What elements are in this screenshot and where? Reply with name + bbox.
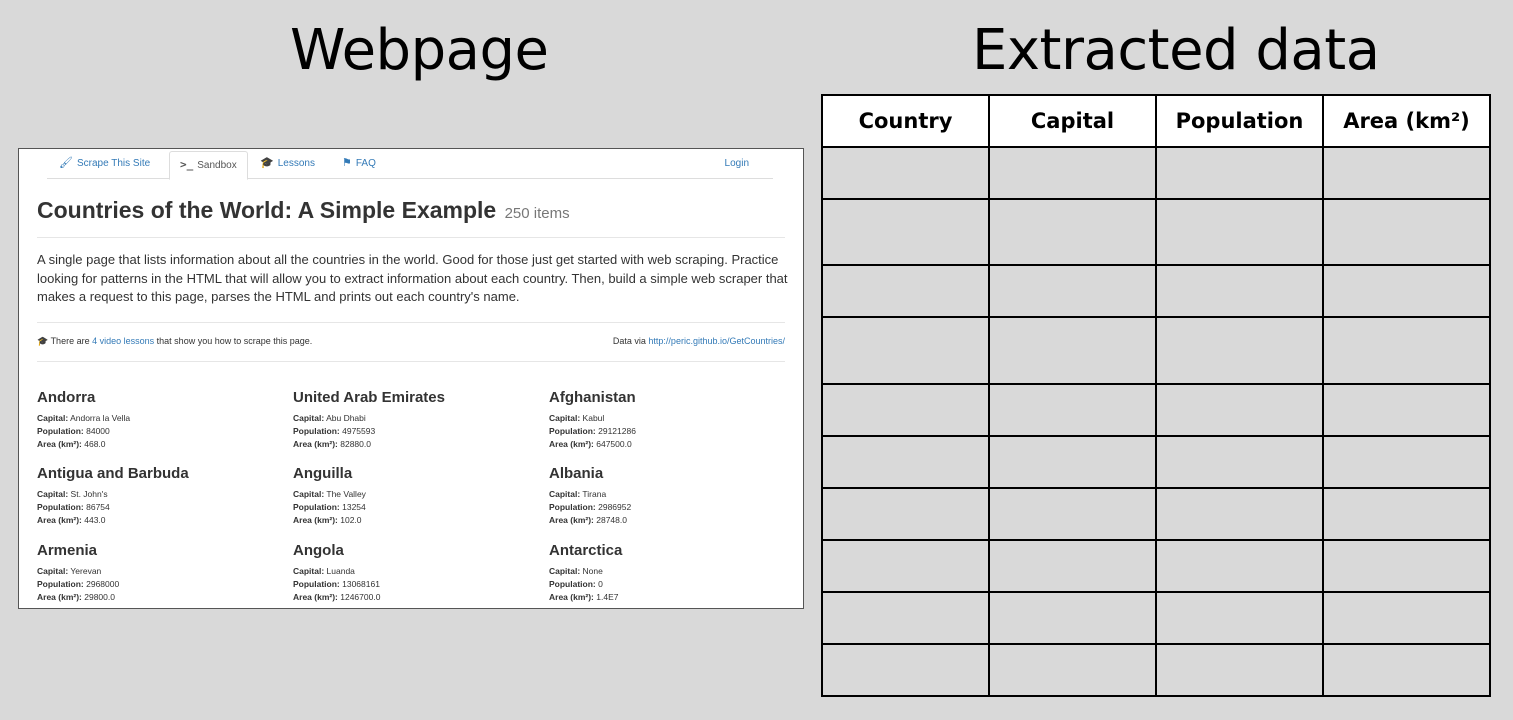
country-population [549,501,799,514]
capital-value: Yerevan [70,566,102,576]
population-value: 86754 [86,502,110,512]
table-row [822,147,1490,199]
population-value: 13068161 [342,579,380,589]
empty-cell [989,436,1156,488]
country-population [549,578,799,591]
empty-cell [989,147,1156,199]
empty-cell [822,644,989,696]
empty-cell [1156,384,1323,436]
area-label: Area (km²): [549,592,594,602]
capital-label: Capital: [37,413,69,423]
country-name: Angola [293,542,344,559]
country-name: Anguilla [293,465,353,482]
area-value: 28748.0 [596,515,627,525]
column-header-country: Country [822,95,989,147]
capital-value: Andorra la Vella [70,413,131,423]
area-label: Area (km²): [293,592,338,602]
login-link[interactable]: Login [724,158,749,169]
tab-faq[interactable] [342,149,376,178]
country-area [293,591,543,604]
empty-cell [1323,265,1490,317]
area-value: 102.0 [340,515,362,525]
divider [37,361,785,362]
capital-value: Abu Dhabi [326,413,366,423]
country-card [549,542,799,604]
empty-cell [1156,317,1323,384]
empty-cell [989,265,1156,317]
country-population [293,578,543,591]
empty-cell [1323,384,1490,436]
table-header-row [822,95,1490,147]
capital-label: Capital: [293,413,325,423]
table-row [822,317,1490,384]
capital-label: Capital: [549,489,581,499]
country-name: Afghanistan [549,389,636,406]
empty-cell [822,540,989,592]
area-label: Area (km²): [293,515,338,525]
lessons-note-post: that show you how to scrape this page. [156,336,313,346]
empty-cell [1323,199,1490,265]
capital-label: Capital: [37,566,69,576]
area-value: 1246700.0 [340,592,381,602]
empty-cell [1156,592,1323,644]
country-card [293,465,543,527]
country-capital [549,412,799,425]
tab-lessons-label: Lessons [277,158,315,169]
country-name: Armenia [37,542,98,559]
table-row [822,199,1490,265]
column-header-area: Area (km²) [1323,95,1490,147]
data-via-label: Data via [612,336,646,346]
empty-cell [822,147,989,199]
country-capital [293,565,543,578]
population-value: 2986952 [598,502,632,512]
population-label: Population: [293,502,340,512]
table-row [822,644,1490,696]
population-label: Population: [293,426,340,436]
country-population [37,578,287,591]
area-label: Area (km²): [37,592,82,602]
country-capital [293,412,543,425]
area-value: 1.4E7 [596,592,619,602]
country-name: Albania [549,465,604,482]
lessons-note [37,336,312,347]
column-header-population: Population [1156,95,1323,147]
column-header-capital: Capital [989,95,1156,147]
empty-cell [822,265,989,317]
capital-value: St. John's [70,489,108,499]
population-label: Population: [293,579,340,589]
table-row [822,384,1490,436]
empty-cell [822,592,989,644]
country-name: United Arab Emirates [293,389,445,406]
capital-value: Luanda [326,566,355,576]
empty-cell [989,488,1156,540]
capital-value: The Valley [326,489,366,499]
population-value: 4975593 [342,426,376,436]
table-row [822,265,1490,317]
nav-brand[interactable] [59,149,150,178]
empty-cell [822,488,989,540]
country-population [549,425,799,438]
empty-cell [1156,436,1323,488]
country-area [37,514,287,527]
population-label: Population: [37,426,84,436]
country-area [293,438,543,451]
country-area [37,438,287,451]
graduation-cap-icon: 🎓 [37,336,49,346]
webpage-screenshot [18,148,804,609]
empty-cell [989,317,1156,384]
empty-cell [989,540,1156,592]
brush-icon: 🖌 [59,157,73,169]
country-population [293,501,543,514]
table-row [822,488,1490,540]
country-card [549,389,799,451]
empty-cell [989,592,1156,644]
tab-sandbox-label: Sandbox [197,160,237,171]
capital-label: Capital: [293,489,325,499]
area-value: 647500.0 [596,439,632,449]
country-card [549,465,799,527]
population-value: 29121286 [598,426,636,436]
country-name: Andorra [37,389,96,406]
population-label: Population: [549,579,596,589]
empty-cell [1323,540,1490,592]
country-area [549,438,799,451]
empty-cell [822,317,989,384]
country-capital [37,565,287,578]
population-value: 13254 [342,502,366,512]
table-row [822,436,1490,488]
terminal-icon: >_ [180,158,194,171]
country-area [549,591,799,604]
capital-label: Capital: [549,566,581,576]
country-area [37,591,287,604]
webpage-title: Webpage [290,18,549,83]
country-population [37,501,287,514]
country-capital [37,412,287,425]
country-area [293,514,543,527]
capital-value: Tirana [582,489,607,499]
country-capital [293,488,543,501]
page-description: A single page that lists information about all the countries in the world. Good for those just get started with web scraping. Practice looking for patterns in the HTML that will allow you to extract information about each country. Then, build a simple web scraper that makes a request to this page, parses the HTML and prints out each country's name. [37,252,788,304]
flag-icon: ⚑ [342,157,352,169]
country-capital [549,565,799,578]
empty-cell [1323,147,1490,199]
country-card [37,389,287,451]
country-capital [37,488,287,501]
page-title [37,197,570,224]
country-population [37,425,287,438]
data-source-note [613,336,785,346]
country-card [293,389,543,451]
area-value: 443.0 [84,515,106,525]
extracted-data-title: Extracted data [972,18,1380,83]
population-value: 0 [598,579,603,589]
data-source-link[interactable]: http://peric.github.io/GetCountries/ [648,336,785,346]
area-label: Area (km²): [293,439,338,449]
population-value: 2968000 [86,579,120,589]
area-value: 468.0 [84,439,106,449]
tab-sandbox[interactable] [169,151,248,180]
page-title-text: Countries of the World: A Simple Example [37,197,497,223]
divider [37,237,785,238]
tab-lessons[interactable] [260,149,315,178]
empty-cell [1323,592,1490,644]
extracted-data-table [821,94,1491,697]
empty-cell [1323,317,1490,384]
empty-cell [1156,540,1323,592]
item-count: 250 items [504,205,570,222]
empty-cell [1156,488,1323,540]
population-label: Population: [37,502,84,512]
country-capital [549,488,799,501]
lessons-note-pre: There are [50,336,90,346]
capital-value: None [582,566,603,576]
area-label: Area (km²): [37,515,82,525]
empty-cell [1156,265,1323,317]
capital-label: Capital: [37,489,69,499]
country-name: Antigua and Barbuda [37,465,189,482]
empty-cell [1156,199,1323,265]
video-lessons-link[interactable]: 4 video lessons [92,336,155,346]
table-row [822,540,1490,592]
empty-cell [1156,644,1323,696]
table-row [822,592,1490,644]
country-name: Antarctica [549,542,623,559]
divider [37,322,785,323]
capital-label: Capital: [293,566,325,576]
area-value: 82880.0 [340,439,371,449]
empty-cell [1323,644,1490,696]
area-label: Area (km²): [549,515,594,525]
country-population [293,425,543,438]
country-area [549,514,799,527]
country-card [293,542,543,604]
empty-cell [989,384,1156,436]
capital-label: Capital: [549,413,581,423]
empty-cell [822,199,989,265]
population-label: Population: [549,502,596,512]
capital-value: Kabul [582,413,605,423]
nav-brand-label: Scrape This Site [76,158,151,169]
empty-cell [822,436,989,488]
empty-cell [989,644,1156,696]
graduation-cap-icon: 🎓 [260,157,274,169]
country-card [37,465,287,527]
country-card [37,542,287,604]
area-label: Area (km²): [37,439,82,449]
tab-faq-label: FAQ [355,158,376,169]
empty-cell [1323,436,1490,488]
area-label: Area (km²): [549,439,594,449]
empty-cell [1156,147,1323,199]
population-value: 84000 [86,426,110,436]
population-label: Population: [37,579,84,589]
population-label: Population: [549,426,596,436]
empty-cell [1323,488,1490,540]
area-value: 29800.0 [84,592,115,602]
navbar [47,149,773,179]
empty-cell [822,384,989,436]
empty-cell [989,199,1156,265]
